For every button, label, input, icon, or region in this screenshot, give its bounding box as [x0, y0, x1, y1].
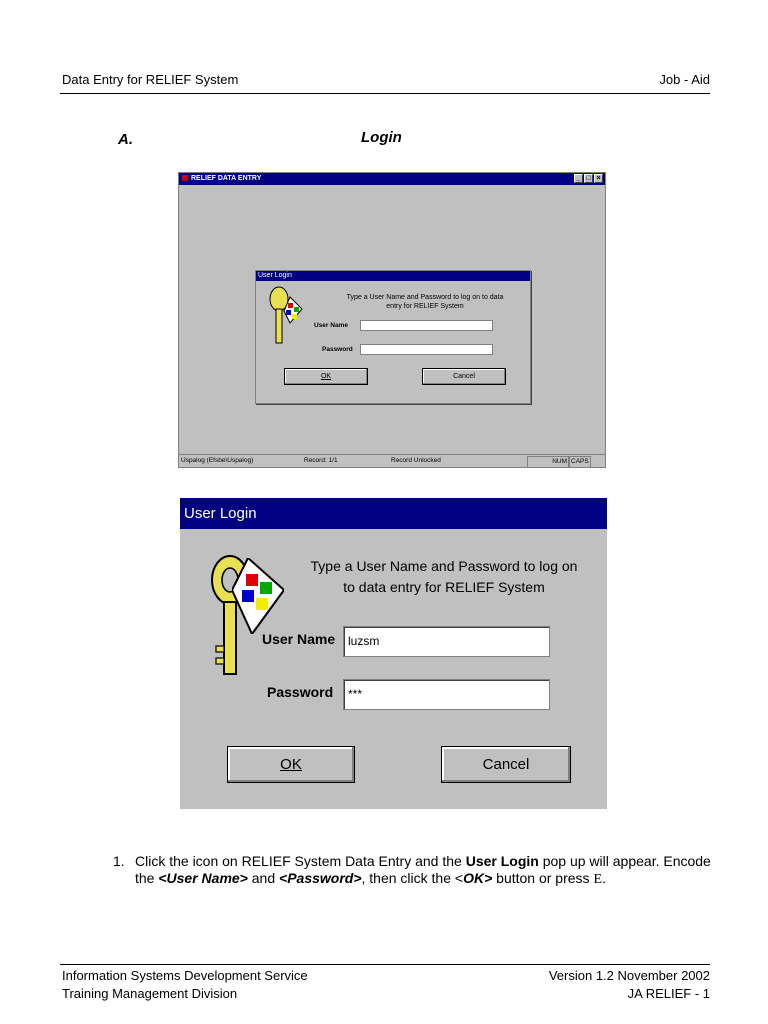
app-icon — [182, 175, 188, 181]
windows-logo-icon — [232, 558, 284, 634]
password-input[interactable]: *** — [343, 679, 550, 710]
footer-division: Training Management Division — [62, 986, 238, 1001]
doc-header-type: Job - Aid — [659, 72, 710, 87]
bold-text: <Password> — [279, 870, 362, 886]
text: , then click the < — [361, 870, 464, 886]
password-label: Password — [267, 684, 334, 700]
user-login-dialog-small — [255, 270, 531, 404]
status-table: Uspalog (Efsbe\Uspalog) — [181, 457, 254, 464]
ok-button[interactable] — [284, 368, 368, 385]
text: and — [247, 870, 280, 886]
instruction-step — [113, 853, 713, 888]
status-bar — [179, 454, 605, 467]
user-login-dialog-large — [180, 498, 607, 809]
dialog-title: User Login — [256, 271, 530, 281]
doc-header-title: Data Entry for RELIEF System — [62, 72, 239, 87]
enter-key-glyph: E — [593, 872, 602, 887]
user-name-label: User Name — [314, 322, 348, 329]
maximize-button[interactable]: □ — [584, 174, 593, 183]
text: Click the icon on RELIEF System Data Entry and the — [135, 853, 466, 869]
dialog-title: User Login — [180, 498, 607, 529]
relief-data-entry-window — [178, 172, 606, 468]
text: pop up will appear. Encode the — [135, 853, 711, 886]
cancel-label: Cancel — [482, 756, 530, 773]
bold-text: <User Name> — [158, 870, 248, 886]
window-controls — [574, 174, 603, 183]
key-icon — [268, 285, 310, 347]
user-name-input[interactable] — [360, 320, 493, 331]
window-title: RELIEF DATA ENTRY — [191, 175, 262, 182]
section-letter: A. — [118, 131, 133, 148]
footer-rule — [60, 964, 710, 965]
user-name-label: User Name — [262, 631, 336, 647]
status-record: Record: 1/1 — [304, 457, 338, 464]
footer-version: Version 1.2 November 2002 — [548, 968, 710, 983]
status-num: NUM — [527, 456, 569, 468]
minimize-button[interactable]: _ — [574, 174, 583, 183]
section-title: Login — [361, 129, 402, 146]
close-button[interactable]: × — [594, 174, 603, 183]
cancel-button[interactable] — [422, 368, 506, 385]
step-number: 1. — [113, 853, 125, 869]
text: button or press — [492, 870, 594, 886]
ok-label: OK — [280, 756, 302, 773]
status-caps: CAPS — [569, 456, 591, 468]
status-lock: Record Unlocked — [391, 457, 441, 464]
login-prompt: Type a User Name and Password to log on to data entry for RELIEF System — [346, 294, 504, 310]
ok-button[interactable] — [227, 746, 355, 783]
bold-text: OK> — [463, 870, 493, 886]
text: . — [602, 870, 606, 886]
footer-page: JA RELIEF - 1 — [627, 986, 710, 1001]
password-input[interactable] — [360, 344, 493, 355]
password-label: Password — [322, 346, 353, 353]
bold-text: User Login — [465, 853, 539, 869]
window-titlebar — [179, 173, 605, 185]
cancel-button[interactable] — [441, 746, 571, 783]
login-prompt: Type a User Name and Password to log on to data entry for RELIEF System — [310, 558, 578, 595]
user-name-input[interactable]: luzsm — [343, 626, 550, 657]
step-text — [135, 853, 713, 888]
footer-org: Information Systems Development Service — [62, 968, 308, 983]
window-client-area — [181, 186, 603, 454]
header-rule — [60, 93, 710, 94]
cancel-label: Cancel — [453, 373, 475, 380]
ok-label: OK — [320, 373, 332, 380]
